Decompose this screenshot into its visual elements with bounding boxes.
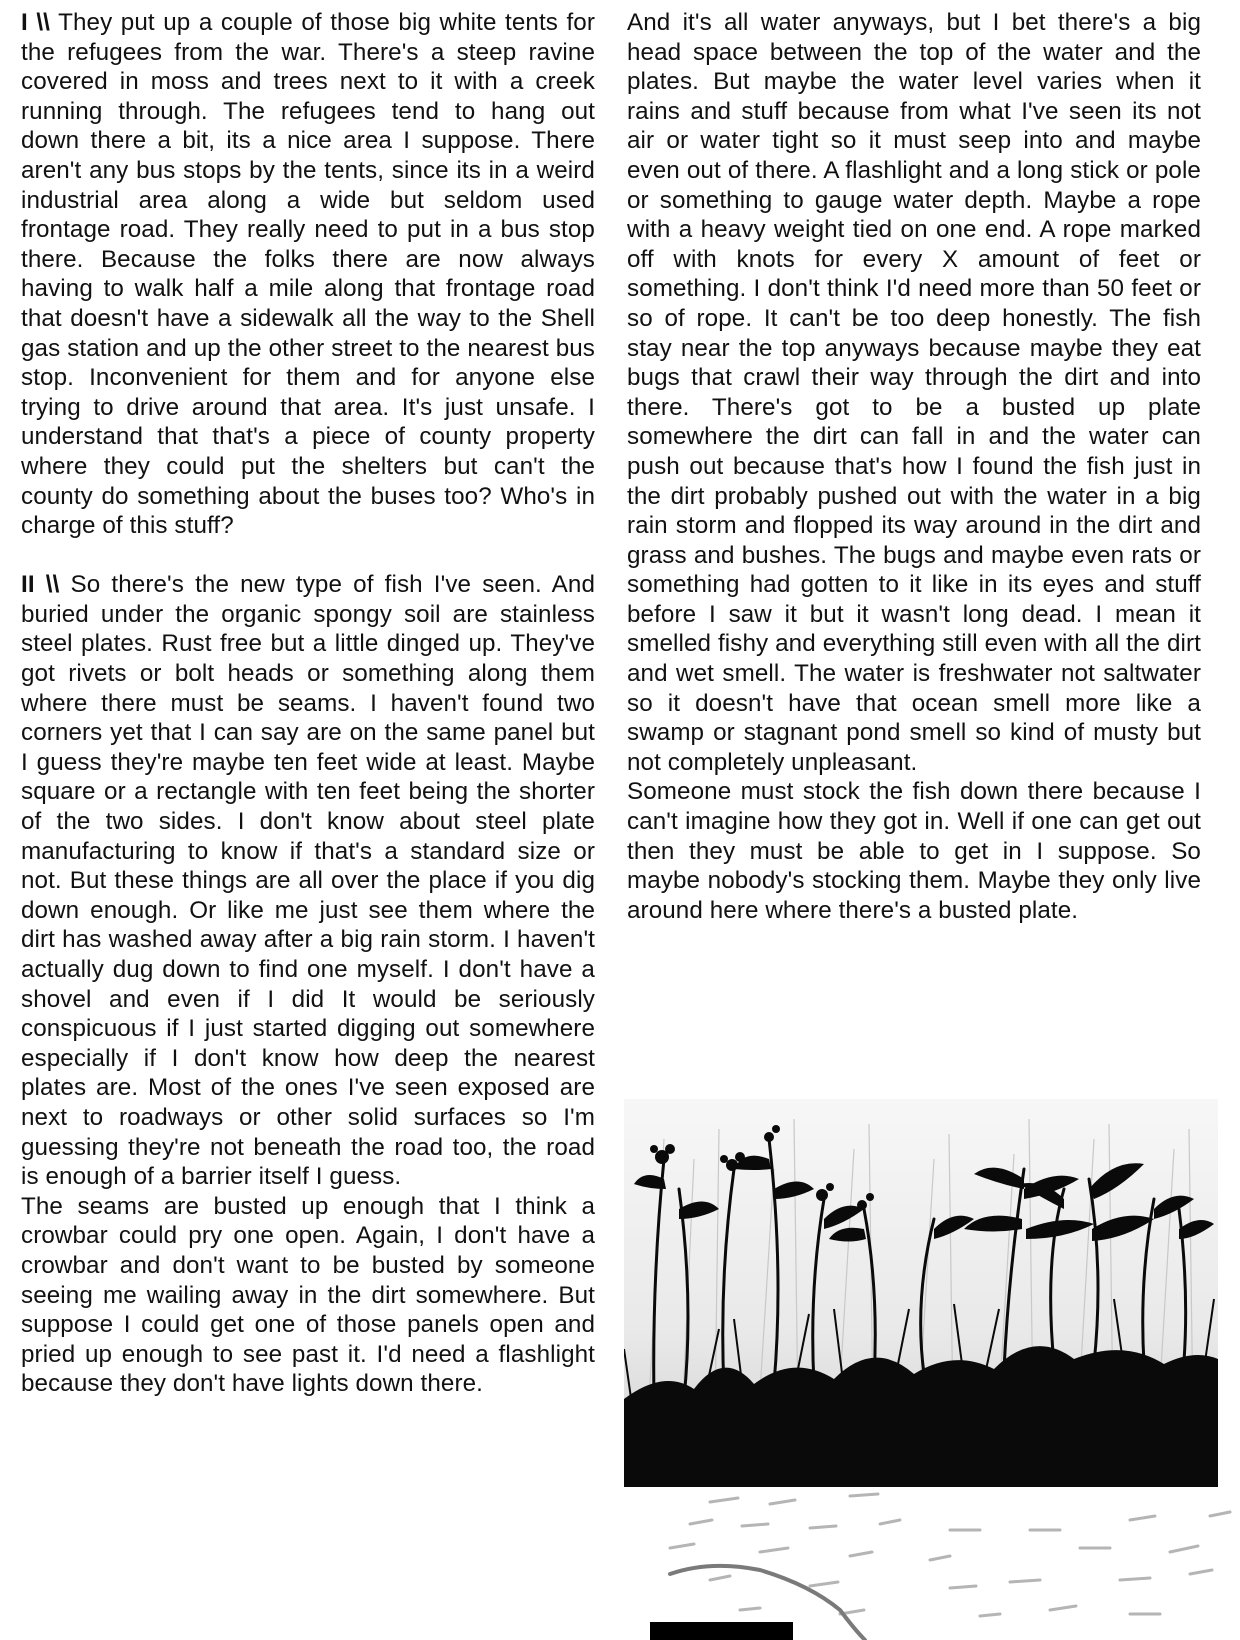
sketch-strokes-graphic bbox=[650, 1490, 1240, 1640]
section-one-text: They put up a couple of those big white tents for the refugees from the war. There's a steep ravine covered in moss and trees next to it with a creek running through. The refugees tend to hang out down there a bit, its a nice area I suppose. There aren't any bus stops by the tents, since its in a weird industrial area along a wide but seldom used frontage road. They really need to put in a bus stop there. Because the folks there are now always having to walk half a mile along that frontage road that doesn't have a sidewalk all the way to the Shell gas station and up the other street to the nearest bus stop. Inconvenient for them and for anyone else trying to drive around that area. It's just unsafe. I understand that that's a piece of county property where they could put the shelters but can't the county do something about the buses too? Who's in charge of this stuff? bbox=[21, 9, 596, 540]
grass-silhouette-graphic bbox=[624, 1099, 1218, 1487]
section-two-text: So there's the new type of fish I've seen. And buried under the organic spongy soil are stainless steel plates. Rust free but a little dinged up. They've got rivets or bolt heads or something along them where there must be seams. I haven't found two corners yet that I can say are on the same panel but I guess they're maybe ten feet wide at least. Maybe square or a rectangle with ten feet being the shorter of the two sides. I don't know about steel plate manufacturing to know if that's a standard size or not. But these things are all over the place if you dig down enough. Or like me just see them where the dirt has washed away after a big rain storm. I haven't actually dug down to find one myself. I don't have a shovel and even if I did It would be seriously conspicuous if I just started digging out somewhere especially if I don't know how deep the nearest plates are. Most of the ones I've seen exposed are next to roadways or other solid surfaces so I'm guessing they're not beneath the road too, the road is enough of a barrier itself I guess. bbox=[21, 571, 595, 1191]
section-one-marker: I \\ bbox=[21, 9, 50, 36]
section-one-paragraph bbox=[21, 8, 595, 541]
right-paragraph-one: And it's all water anyways, but I bet there's a big head space between the top of the water and the plates. But maybe the water level varies when it rains and stuff because from what I've seen its not air or water tight so it must seep into and maybe even out of there. A flashlight and a long stick or pole or something to gauge water depth. Maybe a rope with a heavy weight tied on one end. A rope marked off with knots for every X amount of feet or something. I don't think I'd need more than 50 feet or so of rope. It can't be too deep honestly. The fish stay near the top anyways because maybe they eat bugs that crawl their way through the dirt and into there. There's got to be a busted up plate somewhere the dirt can fall in and the water can push out because that's how I found the fish just in the dirt probably pushed out with the water in a big rain storm and flopped its way around in the dirt and grass and bushes. The bugs and maybe even rats or something had gotten to it like in its eyes and stuff before I saw it but it wasn't long dead. I mean it smelled fishy and everything still even with all the dirt and wet smell. The water is freshwater not saltwater so it doesn't have that ocean smell more like a swamp or stagnant pond smell so kind of musty but not completely unpleasant. bbox=[627, 9, 1201, 776]
grass-silhouette-photo bbox=[624, 1099, 1218, 1487]
right-paragraph-two: Someone must stock the fish down there because I can't imagine how they got in. Well if one can get out then they must be able to get in I suppose. So maybe nobody's stocking them. Maybe they only live around here where there's a busted plate. bbox=[627, 778, 1201, 924]
right-text-column bbox=[627, 8, 1201, 925]
section-two-continued-paragraph: The seams are busted up enough that I think a crowbar could pry one open. Again, I don't have a crowbar and don't want to be busted by someone seeing me wailing away in the dirt somewhere. But suppose I could get one of those panels open and pried up enough to see past it. I'd need a flashlight because they don't have lights down there. bbox=[21, 1192, 595, 1398]
left-text-column bbox=[21, 8, 595, 1399]
fish-sketch-drawing bbox=[650, 1490, 1240, 1640]
section-two-paragraph bbox=[21, 570, 595, 1191]
section-two-marker: II \\ bbox=[21, 571, 60, 599]
